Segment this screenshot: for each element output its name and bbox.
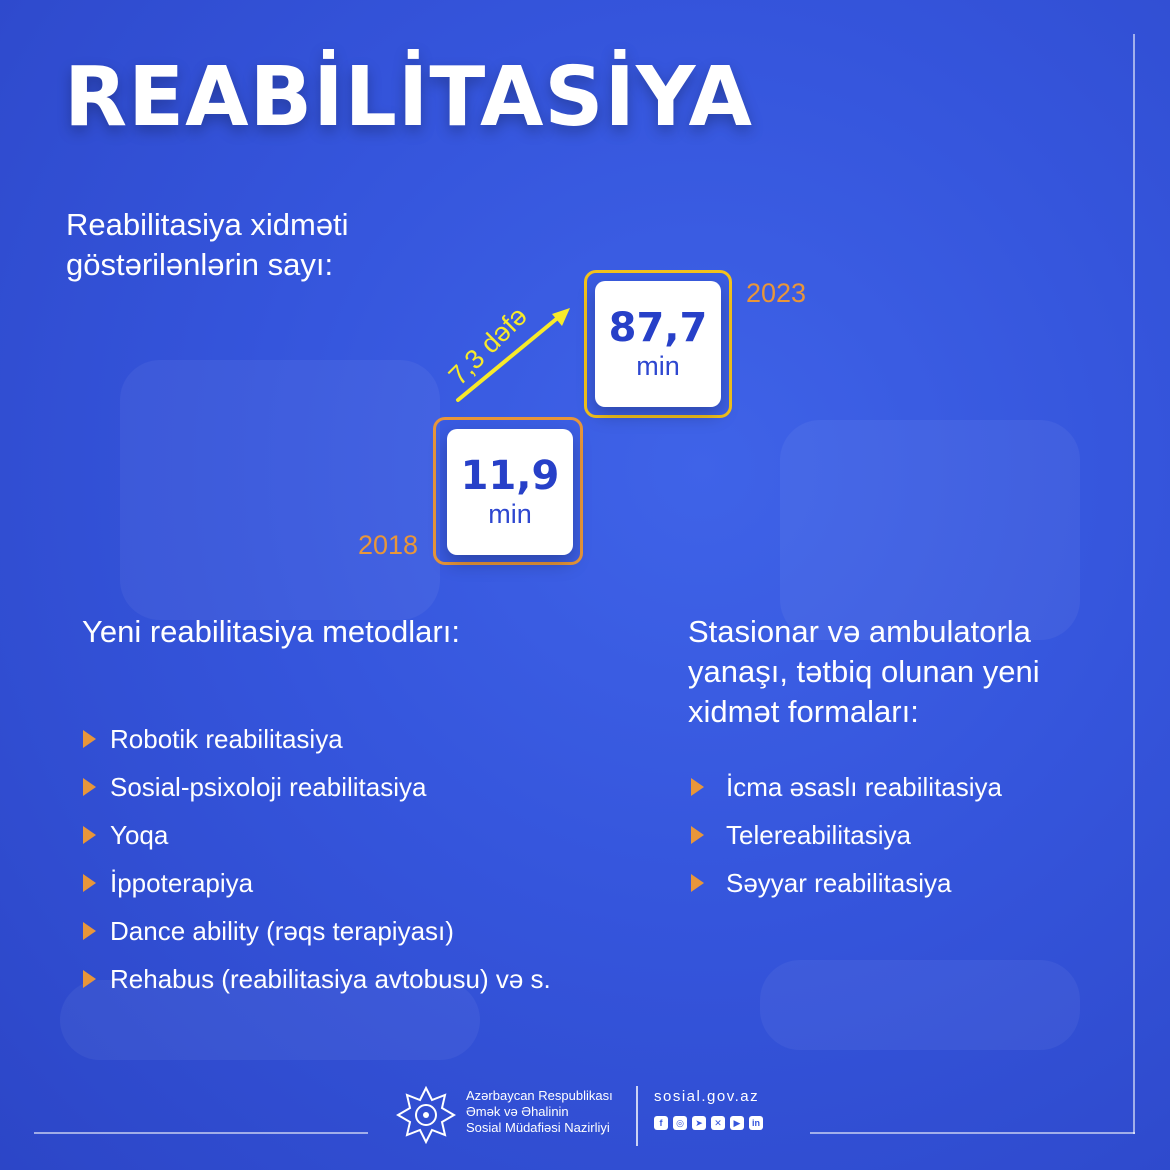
frame-line-bottom-right [810, 1132, 1135, 1134]
stat-unit-2018: min [488, 499, 532, 529]
list-item-label: Sosial-psixoloji reabilitasiya [110, 771, 427, 802]
list-item [688, 859, 1002, 907]
year-2018-label: 2018 [358, 530, 419, 560]
footer-divider [636, 1086, 638, 1146]
new-forms-title: Stasionar və ambulatorla yanaşı, tətbiq olunan yeni xidmət formaları: [688, 614, 1040, 729]
stats-subtitle: Reabilitasiya xidməti göstərilənlərin sayı: [66, 207, 349, 282]
list-item-label: Yoqa [110, 819, 169, 850]
website-link[interactable]: sosial.gov.az [654, 1088, 760, 1105]
stat-card-2018 [447, 429, 573, 555]
list-item [688, 763, 1002, 811]
list-item-label: Dance ability (rəqs terapiyası) [110, 915, 454, 946]
list-item-label: Robotik reabilitasiya [110, 723, 343, 754]
stat-value-2023: 87,7 [608, 305, 708, 351]
list-item [80, 811, 551, 859]
ministry-emblem-icon [396, 1086, 456, 1144]
background-shape [760, 960, 1080, 1050]
telegram-icon[interactable]: ➤ [692, 1116, 706, 1130]
list-item-label: Səyyar reabilitasiya [726, 867, 952, 898]
growth-label: 7,3 dəfə [442, 300, 533, 391]
bullet-arrow-icon [688, 825, 706, 845]
youtube-icon[interactable]: ▶ [730, 1116, 744, 1130]
new-forms-list [688, 763, 1002, 907]
ministry-name-line: Azərbaycan Respublikası [466, 1088, 613, 1103]
list-item [80, 955, 551, 1003]
list-item-label: Telereabilitasiya [726, 819, 911, 850]
linkedin-icon[interactable]: in [749, 1116, 763, 1130]
page-title: REABİLİTASİYA [64, 50, 753, 145]
year-2023-label: 2023 [746, 278, 807, 308]
ministry-name [466, 1088, 613, 1136]
bullet-arrow-icon [80, 873, 98, 893]
new-methods-list [80, 715, 551, 1003]
list-item [80, 859, 551, 907]
ministry-name-line: Əmək və Əhalinin [466, 1104, 569, 1119]
bullet-arrow-icon [688, 873, 706, 893]
stat-card-2023 [595, 281, 721, 407]
stat-value-2018: 11,9 [460, 453, 560, 499]
facebook-icon[interactable]: f [654, 1116, 668, 1130]
frame-line-bottom-left [34, 1132, 368, 1134]
footer [396, 1080, 776, 1150]
x-icon[interactable]: ✕ [711, 1116, 725, 1130]
bullet-arrow-icon [80, 777, 98, 797]
bullet-arrow-icon [80, 969, 98, 989]
list-item [80, 907, 551, 955]
bullet-arrow-icon [80, 921, 98, 941]
bullet-arrow-icon [80, 729, 98, 749]
frame-line-right [1133, 34, 1135, 1134]
instagram-icon[interactable]: ◎ [673, 1116, 687, 1130]
list-item-label: İppoterapiya [110, 867, 254, 898]
bullet-arrow-icon [688, 777, 706, 797]
new-methods-title: Yeni reabilitasiya metodları: [82, 614, 460, 649]
list-item [80, 763, 551, 811]
background-shape [120, 360, 440, 620]
bullet-arrow-icon [80, 825, 98, 845]
social-icons [654, 1116, 763, 1130]
list-item [688, 811, 1002, 859]
background-shape [780, 420, 1080, 640]
list-item-label: Rehabus (reabilitasiya avtobusu) və s. [110, 963, 551, 994]
ministry-name-line: Sosial Müdafiəsi Nazirliyi [466, 1120, 610, 1135]
stat-unit-2023: min [636, 351, 680, 381]
list-item [80, 715, 551, 763]
list-item-label: İcma əsaslı reabilitasiya [726, 771, 1002, 802]
